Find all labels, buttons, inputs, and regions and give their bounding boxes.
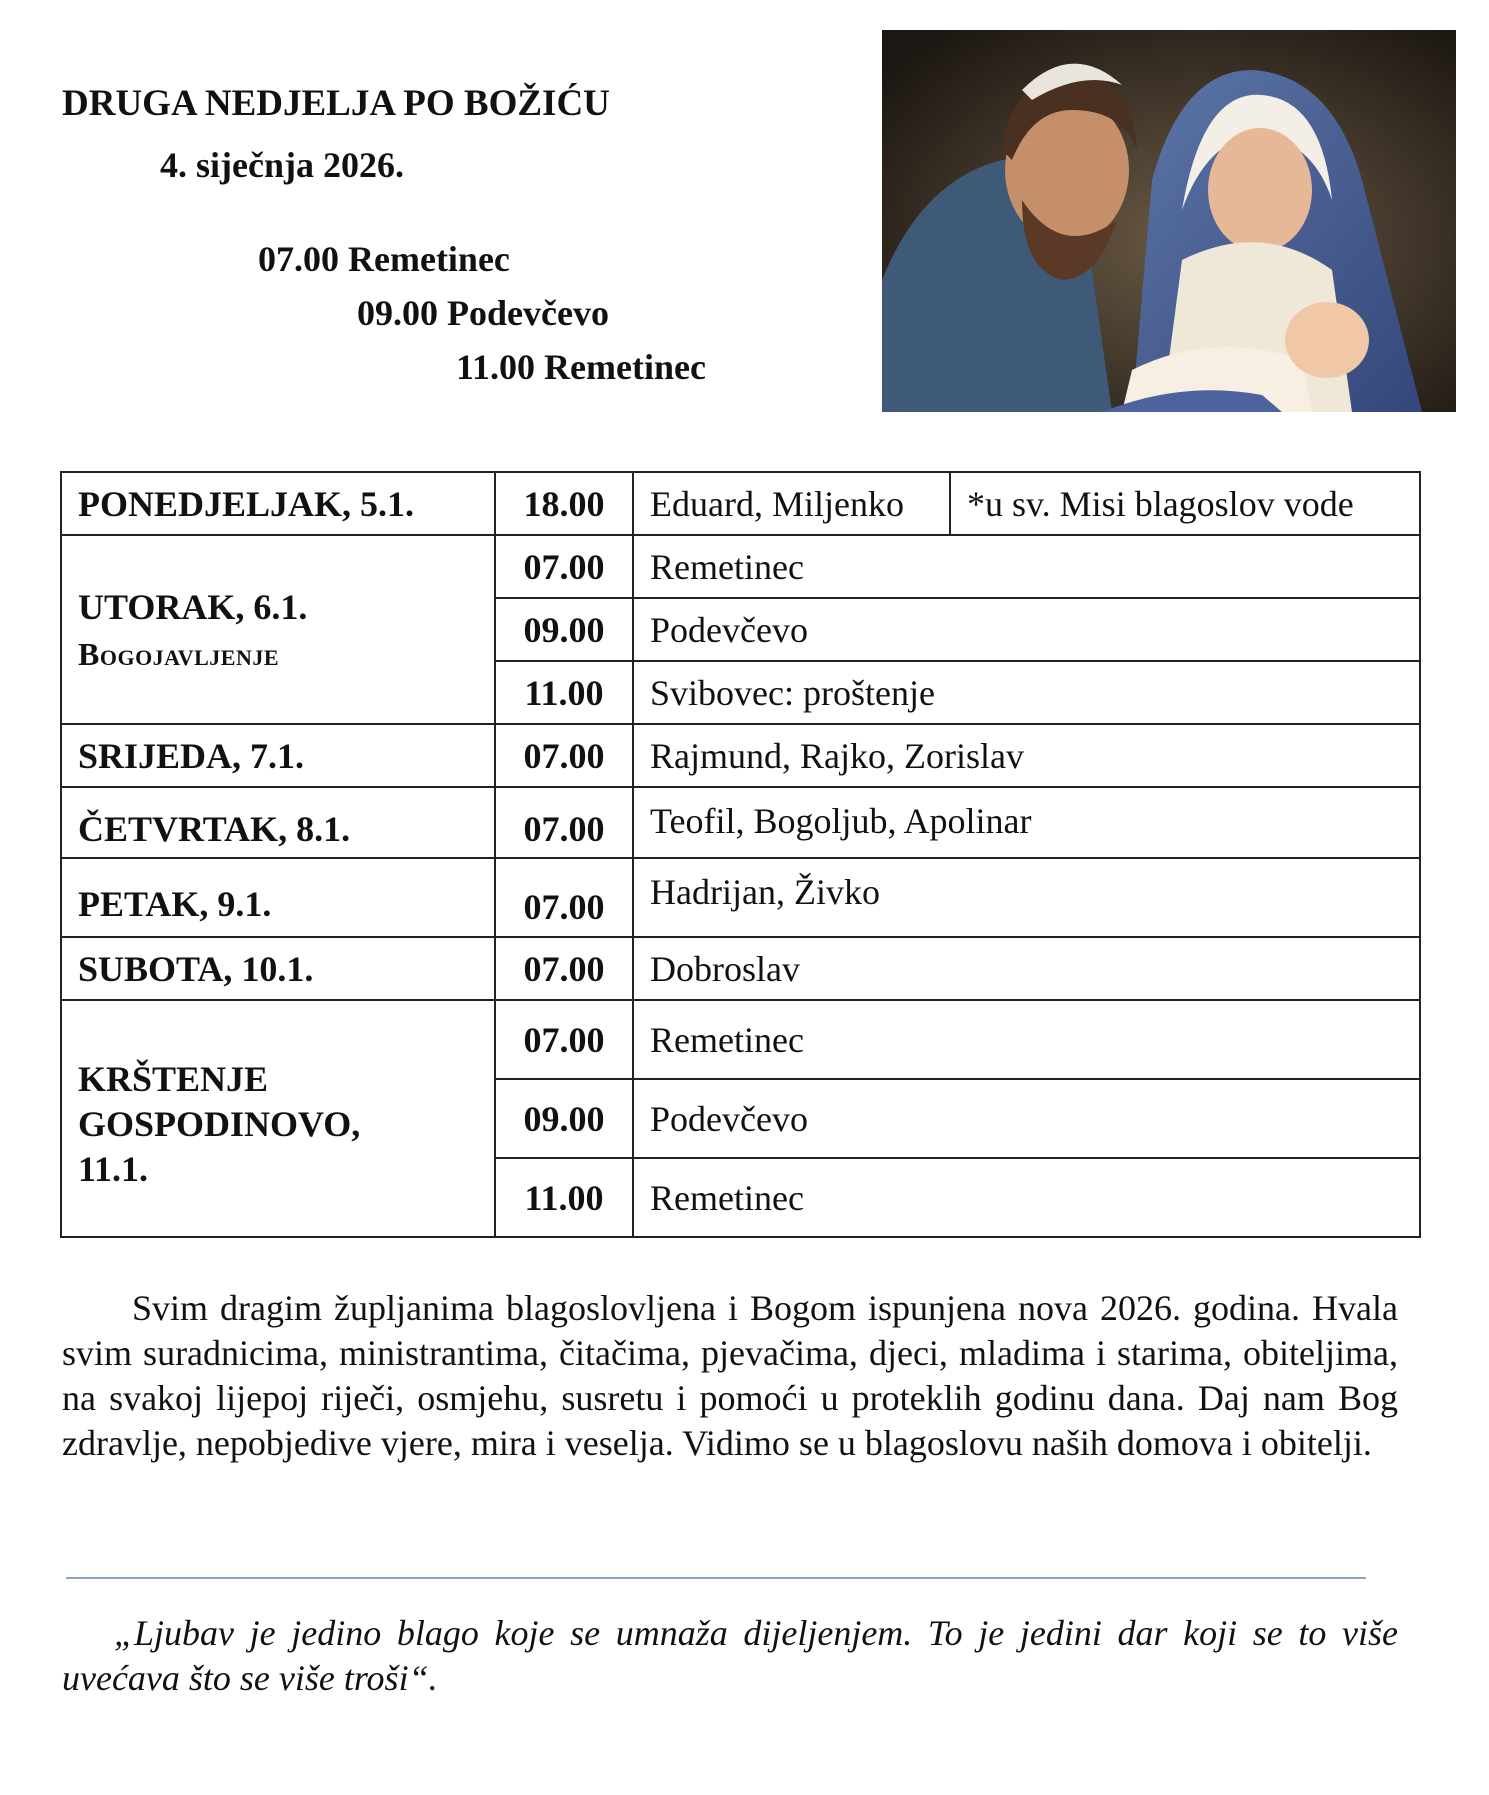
- mass-schedule-table: [60, 471, 1421, 1238]
- intention-cell: Remetinec: [633, 1158, 1420, 1237]
- table-row: [61, 787, 1420, 858]
- intention-cell: Remetinec: [633, 1000, 1420, 1079]
- intention-cell: Hadrijan, Živko: [633, 858, 1420, 937]
- feast-label: Bogojavljenje: [78, 636, 280, 672]
- time-cell: 07.00: [495, 1000, 633, 1079]
- day-cell: ČETVRTAK, 8.1.: [61, 787, 495, 858]
- note-cell: *u sv. Misi blagoslov vode: [950, 472, 1420, 535]
- mary-face: [1208, 128, 1312, 252]
- sunday-mass-1: 07.00 Remetinec: [258, 239, 510, 279]
- sunday-mass-2: 09.00 Podevčevo: [357, 293, 609, 333]
- time-cell: 18.00: [495, 472, 633, 535]
- intention-cell: Podevčevo: [633, 598, 1420, 661]
- day-label: KRŠTENJE GOSPODINOVO, 11.1.: [78, 1059, 361, 1189]
- time-cell: 09.00: [495, 598, 633, 661]
- day-cell: SUBOTA, 10.1.: [61, 937, 495, 1000]
- baby-face: [1285, 302, 1369, 378]
- sunday-mass-3: 11.00 Remetinec: [456, 347, 706, 387]
- day-cell: [61, 535, 495, 724]
- intention-cell: Eduard, Miljenko: [633, 472, 950, 535]
- table-row: [61, 937, 1420, 1000]
- time-cell: 11.00: [495, 661, 633, 724]
- day-cell: PONEDJELJAK, 5.1.: [61, 472, 495, 535]
- date-line: 4. siječnja 2026.: [160, 145, 404, 185]
- time-cell: 07.00: [495, 937, 633, 1000]
- new-year-message: Svim dragim župljanima blagoslovljena i Bogom ispunjena nova 2026. godina. Hvala svim suradnicima, ministrantima, čitačima, pjevačima, djeci, mladima i starima, obiteljima, na svakoj lijepoj riječi, osmjehu, susretu i pomoći u proteklih godinu dana. Daj nam Bog zdravlje, nepobjedive vjere, mira i veselja. Vidimo se u blagoslovu naših domova i obitelji.: [62, 1288, 1398, 1463]
- table-row: [61, 858, 1420, 937]
- time-cell: 11.00: [495, 1158, 633, 1237]
- day-cell: [61, 1000, 495, 1237]
- intention-cell: Podevčevo: [633, 1079, 1420, 1158]
- time-cell: 07.00: [495, 535, 633, 598]
- intention-cell: Dobroslav: [633, 937, 1420, 1000]
- day-label: UTORAK, 6.1.: [78, 587, 308, 627]
- nativity-photo: [882, 30, 1456, 412]
- page-title: DRUGA NEDJELJA PO BOŽIĆU: [62, 83, 610, 124]
- intention-cell: Teofil, Bogoljub, Apolinar: [633, 787, 1420, 858]
- table-row: [61, 1000, 1420, 1079]
- intention-cell: Svibovec: proštenje: [633, 661, 1420, 724]
- table-row: [61, 535, 1420, 598]
- table-row: [61, 472, 1420, 535]
- time-cell: 07.00: [495, 787, 633, 858]
- intention-cell: Remetinec: [633, 535, 1420, 598]
- time-cell: 09.00: [495, 1079, 633, 1158]
- table-row: [61, 724, 1420, 787]
- intention-cell: Rajmund, Rajko, Zorislav: [633, 724, 1420, 787]
- day-cell: SRIJEDA, 7.1.: [61, 724, 495, 787]
- time-cell: 07.00: [495, 724, 633, 787]
- quote: „Ljubav je jedino blago koje se umnaža dijeljenjem. To je jedini dar koji se to više uvećava što se više troši“.: [62, 1613, 1398, 1698]
- time-cell: 07.00: [495, 858, 633, 937]
- divider: [66, 1577, 1366, 1579]
- day-cell: PETAK, 9.1.: [61, 858, 495, 937]
